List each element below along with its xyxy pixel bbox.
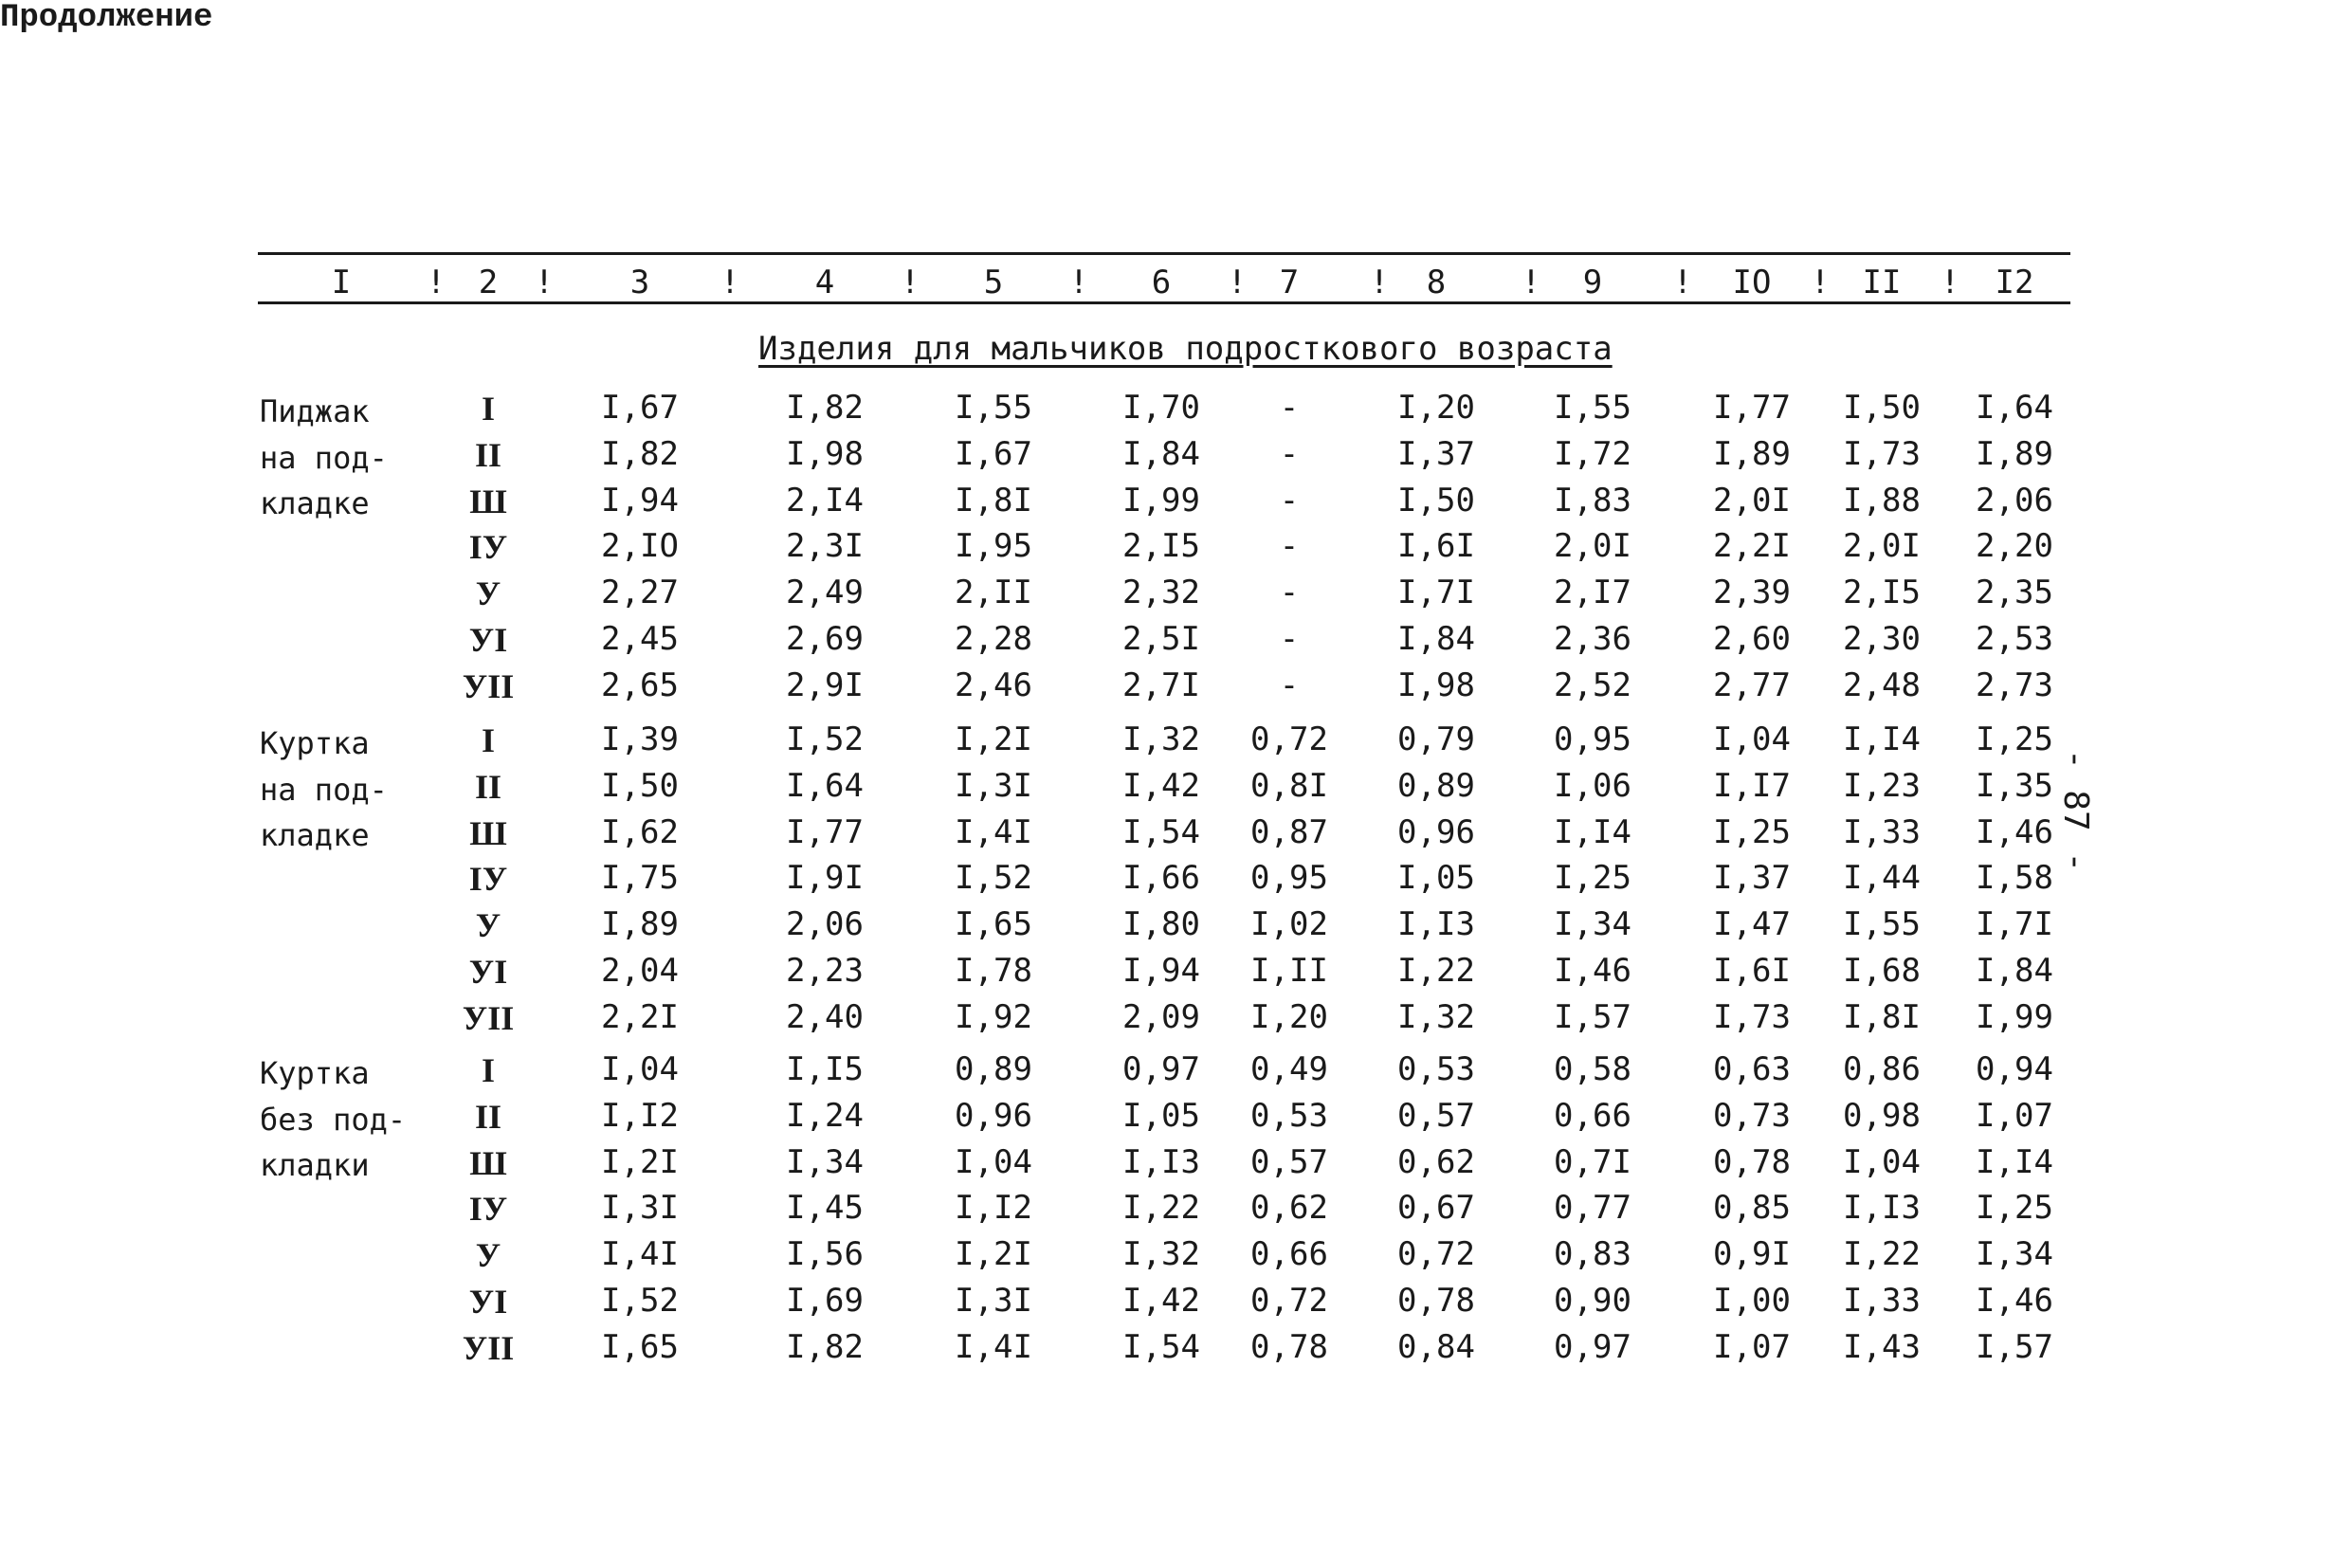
- value-cell: I,25: [1976, 720, 2053, 758]
- column-header-4: 4: [814, 264, 835, 301]
- value-cell: -: [1279, 574, 1300, 612]
- size-cell: Ш: [469, 482, 507, 520]
- value-cell: I,05: [1122, 1096, 1200, 1135]
- value-cell: I,20: [1397, 389, 1475, 427]
- value-cell: 0,87: [1250, 812, 1328, 851]
- table-row: [0, 666, 2351, 712]
- value-cell: I,56: [786, 1235, 864, 1274]
- value-cell: I,99: [1122, 481, 1200, 520]
- table-row: [0, 435, 2351, 481]
- value-cell: I,I4: [1843, 720, 1921, 758]
- value-cell: I,04: [601, 1050, 679, 1088]
- value-cell: 2,I4: [786, 481, 864, 520]
- table-row: [0, 620, 2351, 665]
- value-cell: I,8I: [1843, 997, 1921, 1036]
- value-cell: 2,36: [1554, 620, 1631, 658]
- value-cell: 0,62: [1250, 1189, 1328, 1228]
- size-cell: II: [474, 767, 502, 806]
- value-cell: 0,89: [955, 1050, 1032, 1088]
- table-row: [0, 813, 2351, 859]
- value-cell: 2,0I: [1843, 527, 1921, 566]
- value-cell: I,65: [955, 905, 1032, 944]
- value-cell: I,II: [1250, 952, 1328, 990]
- column-separator: !: [426, 264, 447, 301]
- column-separator: !: [1521, 264, 1541, 301]
- value-cell: I,35: [1976, 766, 2053, 805]
- value-cell: 2,32: [1122, 574, 1200, 612]
- value-cell: I,57: [1976, 1327, 2053, 1366]
- value-cell: I,94: [1122, 952, 1200, 990]
- value-cell: I,05: [1397, 859, 1475, 898]
- value-cell: 0,8I: [1250, 766, 1328, 805]
- size-cell: УI: [468, 1283, 508, 1321]
- value-cell: I,34: [1976, 1235, 2053, 1274]
- value-cell: I,82: [786, 1327, 864, 1366]
- size-cell: II: [474, 435, 502, 474]
- value-cell: 2,06: [1976, 481, 2053, 520]
- value-cell: I,I3: [1843, 1189, 1921, 1228]
- value-cell: I,6I: [1397, 527, 1475, 566]
- value-cell: I,I3: [1397, 905, 1475, 944]
- value-cell: I,55: [1554, 389, 1631, 427]
- table-row: [0, 1282, 2351, 1327]
- value-cell: 0,95: [1554, 720, 1631, 758]
- value-cell: I,22: [1843, 1235, 1921, 1274]
- continuation-label: Продолжение: [0, 0, 213, 36]
- value-cell: 0,58: [1554, 1050, 1631, 1088]
- value-cell: I,46: [1976, 812, 2053, 851]
- value-cell: I,65: [601, 1327, 679, 1366]
- value-cell: 0,66: [1250, 1235, 1328, 1274]
- value-cell: 2,69: [786, 620, 864, 658]
- value-cell: 2,0I: [1713, 481, 1791, 520]
- value-cell: 0,89: [1397, 766, 1475, 805]
- value-cell: 2,06: [786, 905, 864, 944]
- size-cell: УII: [462, 666, 515, 705]
- value-cell: -: [1279, 434, 1300, 473]
- size-cell: УII: [462, 998, 515, 1037]
- size-cell: У: [475, 906, 501, 945]
- column-separator: !: [1940, 264, 1960, 301]
- value-cell: 0,90: [1554, 1282, 1631, 1320]
- value-cell: 0,78: [1713, 1142, 1791, 1181]
- value-cell: I,52: [786, 720, 864, 758]
- product-group-label: Куртка на под- кладке: [260, 725, 388, 853]
- value-cell: I,25: [1976, 1189, 2053, 1228]
- table-header-rule: [258, 301, 2070, 304]
- table-row: [0, 720, 2351, 766]
- value-cell: I,42: [1122, 766, 1200, 805]
- value-cell: I,82: [786, 389, 864, 427]
- size-cell: I: [481, 721, 496, 759]
- value-cell: I,50: [601, 766, 679, 805]
- value-cell: I,70: [1122, 389, 1200, 427]
- value-cell: I,46: [1976, 1282, 2053, 1320]
- value-cell: I,25: [1713, 812, 1791, 851]
- value-cell: 2,77: [1713, 665, 1791, 704]
- value-cell: 2,23: [786, 952, 864, 990]
- value-cell: I,95: [955, 527, 1032, 566]
- size-cell: II: [474, 1097, 502, 1136]
- table-row: [0, 574, 2351, 619]
- value-cell: I,84: [1976, 952, 2053, 990]
- column-separator: !: [1068, 264, 1089, 301]
- value-cell: I,I2: [955, 1189, 1032, 1228]
- value-cell: 2,3I: [786, 527, 864, 566]
- value-cell: 0,73: [1713, 1096, 1791, 1135]
- value-cell: I,55: [955, 389, 1032, 427]
- value-cell: I,54: [1122, 1327, 1200, 1366]
- value-cell: 2,I5: [1122, 527, 1200, 566]
- value-cell: 2,48: [1843, 665, 1921, 704]
- value-cell: I,67: [955, 434, 1032, 473]
- value-cell: 0,57: [1250, 1142, 1328, 1181]
- value-cell: I,I2: [601, 1096, 679, 1135]
- value-cell: 2,2I: [601, 997, 679, 1036]
- value-cell: 0,78: [1397, 1282, 1475, 1320]
- value-cell: I,80: [1122, 905, 1200, 944]
- value-cell: I,54: [1122, 812, 1200, 851]
- value-cell: 2,28: [955, 620, 1032, 658]
- table-row: [0, 1097, 2351, 1142]
- value-cell: I,32: [1122, 1235, 1200, 1274]
- value-cell: I,7I: [1976, 905, 2053, 944]
- size-cell: I: [481, 390, 496, 428]
- value-cell: I,3I: [955, 1282, 1032, 1320]
- value-cell: 2,0I: [1554, 527, 1631, 566]
- value-cell: 2,30: [1843, 620, 1921, 658]
- value-cell: 0,98: [1843, 1096, 1921, 1135]
- value-cell: 0,97: [1122, 1050, 1200, 1088]
- value-cell: 0,94: [1976, 1050, 2053, 1088]
- value-cell: 2,65: [601, 665, 679, 704]
- value-cell: 2,IO: [601, 527, 679, 566]
- value-cell: 2,46: [955, 665, 1032, 704]
- value-cell: 0,7I: [1554, 1142, 1631, 1181]
- column-separator: !: [720, 264, 740, 301]
- value-cell: 2,2I: [1713, 527, 1791, 566]
- column-header-9: 9: [1582, 264, 1603, 301]
- value-cell: I,2I: [601, 1142, 679, 1181]
- column-separator: !: [900, 264, 920, 301]
- size-cell: У: [475, 574, 501, 613]
- value-cell: I,64: [1976, 389, 2053, 427]
- value-cell: 0,67: [1397, 1189, 1475, 1228]
- value-cell: 0,78: [1250, 1327, 1328, 1366]
- value-cell: I,98: [786, 434, 864, 473]
- value-cell: 0,97: [1554, 1327, 1631, 1366]
- value-cell: 2,73: [1976, 665, 2053, 704]
- value-cell: 2,39: [1713, 574, 1791, 612]
- value-cell: I,52: [955, 859, 1032, 898]
- column-header-6: 6: [1151, 264, 1172, 301]
- value-cell: I,92: [955, 997, 1032, 1036]
- table-header-row: [258, 264, 2070, 301]
- value-cell: 0,53: [1250, 1096, 1328, 1135]
- value-cell: I,50: [1843, 389, 1921, 427]
- value-cell: I,84: [1122, 434, 1200, 473]
- value-cell: I,25: [1554, 859, 1631, 898]
- size-cell: IУ: [468, 528, 508, 567]
- size-cell: IУ: [468, 860, 508, 899]
- value-cell: 0,83: [1554, 1235, 1631, 1274]
- value-cell: 2,9I: [786, 665, 864, 704]
- value-cell: I,64: [786, 766, 864, 805]
- value-cell: I,06: [1554, 766, 1631, 805]
- value-cell: 2,27: [601, 574, 679, 612]
- value-cell: I,67: [601, 389, 679, 427]
- column-separator: !: [1672, 264, 1693, 301]
- value-cell: 2,40: [786, 997, 864, 1036]
- value-cell: I,I4: [1976, 1142, 2053, 1181]
- value-cell: I,4I: [955, 1327, 1032, 1366]
- value-cell: I,2I: [955, 1235, 1032, 1274]
- value-cell: I,34: [1554, 905, 1631, 944]
- value-cell: I,89: [1713, 434, 1791, 473]
- value-cell: I,57: [1554, 997, 1631, 1036]
- value-cell: I,52: [601, 1282, 679, 1320]
- value-cell: I,45: [786, 1189, 864, 1228]
- table-row: [0, 482, 2351, 527]
- value-cell: I,07: [1976, 1096, 2053, 1135]
- value-cell: I,8I: [955, 481, 1032, 520]
- size-cell: Ш: [469, 1143, 507, 1182]
- table-row: [0, 1189, 2351, 1234]
- value-cell: I,50: [1397, 481, 1475, 520]
- column-separator: !: [1369, 264, 1390, 301]
- value-cell: I,07: [1713, 1327, 1791, 1366]
- value-cell: 0,62: [1397, 1142, 1475, 1181]
- section-title: Изделия для мальчиков подросткового возраста: [758, 330, 1613, 368]
- value-cell: 0,86: [1843, 1050, 1921, 1088]
- value-cell: -: [1279, 389, 1300, 427]
- column-header-10: IO: [1732, 264, 1772, 301]
- value-cell: 2,20: [1976, 527, 2053, 566]
- column-header-5: 5: [983, 264, 1004, 301]
- page-number: - 87 -: [2056, 749, 2095, 873]
- value-cell: I,04: [955, 1142, 1032, 1181]
- value-cell: I,84: [1397, 620, 1475, 658]
- value-cell: I,4I: [955, 812, 1032, 851]
- value-cell: I,02: [1250, 905, 1328, 944]
- value-cell: -: [1279, 620, 1300, 658]
- size-cell: Ш: [469, 813, 507, 852]
- value-cell: 0,63: [1713, 1050, 1791, 1088]
- value-cell: 0,72: [1250, 1282, 1328, 1320]
- value-cell: I,34: [786, 1142, 864, 1181]
- value-cell: 2,60: [1713, 620, 1791, 658]
- table-row: [0, 389, 2351, 434]
- value-cell: I,73: [1843, 434, 1921, 473]
- value-cell: I,6I: [1713, 952, 1791, 990]
- table-row: [0, 1143, 2351, 1189]
- table-row: [0, 952, 2351, 997]
- value-cell: I,73: [1713, 997, 1791, 1036]
- table-row: [0, 767, 2351, 812]
- size-cell: I: [481, 1051, 496, 1089]
- value-cell: 2,7I: [1122, 665, 1200, 704]
- value-cell: I,43: [1843, 1327, 1921, 1366]
- value-cell: 0,72: [1397, 1235, 1475, 1274]
- value-cell: 0,53: [1397, 1050, 1475, 1088]
- value-cell: I,62: [601, 812, 679, 851]
- value-cell: I,I7: [1713, 766, 1791, 805]
- value-cell: I,I5: [786, 1050, 864, 1088]
- column-header-1: I: [331, 264, 352, 301]
- value-cell: I,9I: [786, 859, 864, 898]
- value-cell: I,4I: [601, 1235, 679, 1274]
- value-cell: 2,04: [601, 952, 679, 990]
- value-cell: I,78: [955, 952, 1032, 990]
- size-cell: УII: [462, 1328, 515, 1367]
- value-cell: 0,66: [1554, 1096, 1631, 1135]
- value-cell: I,24: [786, 1096, 864, 1135]
- value-cell: I,04: [1843, 1142, 1921, 1181]
- value-cell: I,22: [1397, 952, 1475, 990]
- value-cell: -: [1279, 527, 1300, 566]
- value-cell: I,89: [1976, 434, 2053, 473]
- column-header-8: 8: [1426, 264, 1447, 301]
- value-cell: I,82: [601, 434, 679, 473]
- value-cell: 2,53: [1976, 620, 2053, 658]
- value-cell: I,33: [1843, 1282, 1921, 1320]
- value-cell: 2,5I: [1122, 620, 1200, 658]
- value-cell: 2,35: [1976, 574, 2053, 612]
- value-cell: 2,II: [955, 574, 1032, 612]
- value-cell: I,3I: [955, 766, 1032, 805]
- value-cell: I,98: [1397, 665, 1475, 704]
- value-cell: I,44: [1843, 859, 1921, 898]
- table-row: [0, 905, 2351, 951]
- product-group-label: Пиджак на под- кладке: [260, 393, 388, 521]
- value-cell: -: [1279, 481, 1300, 520]
- value-cell: I,83: [1554, 481, 1631, 520]
- value-cell: I,94: [601, 481, 679, 520]
- value-cell: I,46: [1554, 952, 1631, 990]
- column-separator: !: [1227, 264, 1248, 301]
- value-cell: I,2I: [955, 720, 1032, 758]
- value-cell: I,I4: [1554, 812, 1631, 851]
- table-row: [0, 527, 2351, 573]
- table-row: [0, 1050, 2351, 1096]
- table-row: [0, 859, 2351, 904]
- size-cell: IУ: [468, 1190, 508, 1229]
- value-cell: I,89: [601, 905, 679, 944]
- table-top-rule: [258, 252, 2070, 255]
- value-cell: I,20: [1250, 997, 1328, 1036]
- value-cell: -: [1279, 665, 1300, 704]
- value-cell: I,22: [1122, 1189, 1200, 1228]
- value-cell: I,32: [1122, 720, 1200, 758]
- value-cell: 2,52: [1554, 665, 1631, 704]
- value-cell: 2,09: [1122, 997, 1200, 1036]
- value-cell: 0,49: [1250, 1050, 1328, 1088]
- value-cell: 0,96: [1397, 812, 1475, 851]
- value-cell: I,23: [1843, 766, 1921, 805]
- size-cell: УI: [468, 953, 508, 991]
- value-cell: 0,79: [1397, 720, 1475, 758]
- value-cell: I,72: [1554, 434, 1631, 473]
- product-group-label: Куртка без под- кладки: [260, 1055, 407, 1183]
- table-row: [0, 1328, 2351, 1374]
- value-cell: 0,57: [1397, 1096, 1475, 1135]
- value-cell: 0,96: [955, 1096, 1032, 1135]
- value-cell: 0,95: [1250, 859, 1328, 898]
- value-cell: I,42: [1122, 1282, 1200, 1320]
- value-cell: 2,I5: [1843, 574, 1921, 612]
- value-cell: I,69: [786, 1282, 864, 1320]
- value-cell: I,68: [1843, 952, 1921, 990]
- value-cell: 2,49: [786, 574, 864, 612]
- value-cell: I,88: [1843, 481, 1921, 520]
- column-header-3: 3: [629, 264, 650, 301]
- size-cell: УI: [468, 621, 508, 659]
- value-cell: I,75: [601, 859, 679, 898]
- value-cell: I,3I: [601, 1189, 679, 1228]
- value-cell: I,32: [1397, 997, 1475, 1036]
- value-cell: 0,85: [1713, 1189, 1791, 1228]
- value-cell: I,55: [1843, 905, 1921, 944]
- value-cell: I,7I: [1397, 574, 1475, 612]
- value-cell: 0,77: [1554, 1189, 1631, 1228]
- column-separator: !: [534, 264, 555, 301]
- value-cell: I,37: [1713, 859, 1791, 898]
- column-header-7: 7: [1279, 264, 1300, 301]
- value-cell: I,58: [1976, 859, 2053, 898]
- value-cell: I,66: [1122, 859, 1200, 898]
- value-cell: 0,72: [1250, 720, 1328, 758]
- value-cell: I,39: [601, 720, 679, 758]
- table-row: [0, 998, 2351, 1044]
- value-cell: I,77: [1713, 389, 1791, 427]
- value-cell: 2,45: [601, 620, 679, 658]
- size-cell: У: [475, 1236, 501, 1275]
- value-cell: I,04: [1713, 720, 1791, 758]
- value-cell: 0,84: [1397, 1327, 1475, 1366]
- column-separator: !: [1810, 264, 1831, 301]
- column-header-12: I2: [1995, 264, 2034, 301]
- value-cell: I,77: [786, 812, 864, 851]
- value-cell: I,47: [1713, 905, 1791, 944]
- column-header-2: 2: [478, 264, 499, 301]
- value-cell: I,I3: [1122, 1142, 1200, 1181]
- value-cell: 0,9I: [1713, 1235, 1791, 1274]
- table-row: [0, 1235, 2351, 1281]
- value-cell: I,33: [1843, 812, 1921, 851]
- value-cell: I,37: [1397, 434, 1475, 473]
- column-header-11: II: [1862, 264, 1902, 301]
- value-cell: 2,I7: [1554, 574, 1631, 612]
- value-cell: I,99: [1976, 997, 2053, 1036]
- value-cell: I,00: [1713, 1282, 1791, 1320]
